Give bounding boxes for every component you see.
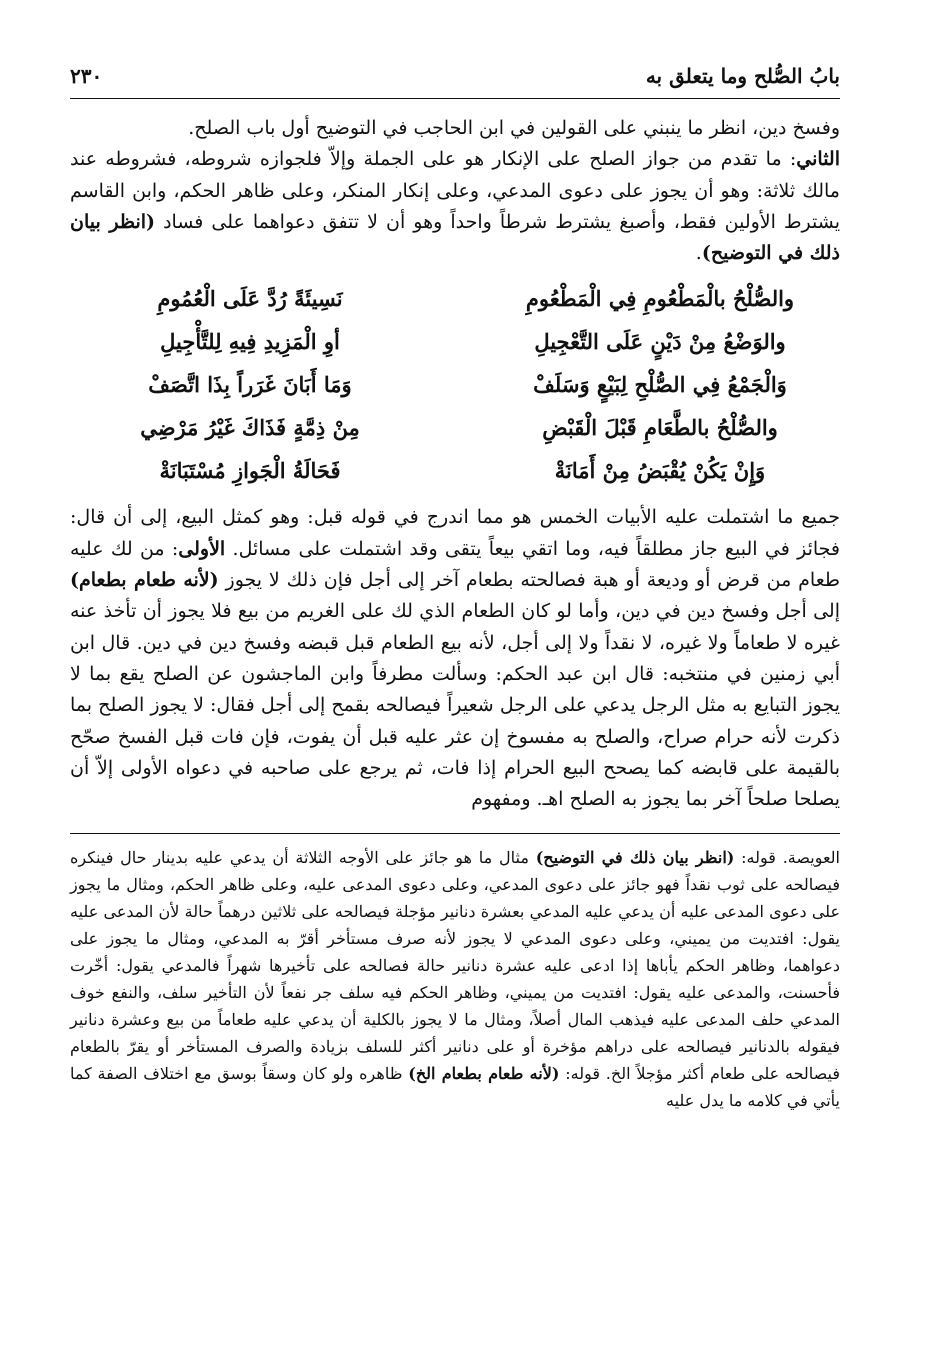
poem-verses — [70, 277, 840, 492]
verse-line — [70, 363, 840, 406]
verse-second-hemistich: نَسِيئَةً رُدَّ عَلَى الْعُمُومِ — [157, 286, 343, 312]
first-label: الأولى — [178, 537, 226, 560]
sentence-end: . — [695, 242, 702, 265]
book-page — [70, 60, 840, 1114]
verse-second-hemistich: وَمَا أَبَانَ غَرَراً بِذَا اتَّصَفْ — [148, 372, 352, 398]
second-text: : ما تقدم من جواز الصلح على الإنكار هو على الجملة وإلاّ فلجوازه شروطه، فشروطه عند مالك ثلاثة: وهو أن يجوز على دعوى المدعي، وعلى إنكار المنكر، وعلى ظاهر الحكم، وابن القاسم يشترط الأولين فقط، وأصبغ يشترط شرطاً واحداً وهو أن لا تتفق دعواهما على فساد — [70, 148, 840, 233]
verse-line — [70, 277, 840, 320]
footnote-text — [70, 844, 840, 1114]
page-number: ٢٣٠ — [70, 64, 103, 88]
verse-first-hemistich: والصُّلْحُ بالطَّعَامِ قَبْلَ الْقَبْضِ — [542, 415, 778, 441]
main-text — [70, 113, 840, 815]
verse-first-hemistich: والوَضْعُ مِنْ دَيْنٍ عَلَى التَّعْجِيلِ — [534, 329, 786, 355]
paragraph-commentary — [70, 502, 840, 815]
verse-second-hemistich: مِنْ ذِمَّةٍ فَذَاكَ غَيْرُ مَرْضِي — [140, 415, 360, 441]
verse-line — [70, 320, 840, 363]
footnote-paragraph — [70, 844, 840, 1114]
verse-line — [70, 406, 840, 449]
verse-line — [70, 449, 840, 492]
footnote-tail: ظاهره ولو كان وسقاً بوسق مع اختلاف الصفة كما يأتي في كلامه ما يدل عليه — [70, 1064, 840, 1111]
footnote-reference: (لأنه طعام بطعام الخ) — [408, 1064, 560, 1084]
paragraph-intro: وفسخ دين، انظر ما ينبني على القولين في ابن الحاجب في التوضيح أول باب الصلح. — [188, 117, 840, 139]
verse-second-hemistich: فَحَالَةُ الْجَوازِ مُسْتَبَانَةْ — [159, 458, 341, 484]
paragraph-second — [70, 144, 840, 269]
verse-second-hemistich: أوِ الْمَزِيدِ فِيهِ لِلتَّأْجِيلِ — [160, 329, 340, 355]
verse-first-hemistich: وَإِنْ يَكُنْ يُقْبَضُ مِنْ أَمَانَةْ — [554, 458, 766, 484]
footnote-body: مثال ما هو جائز على الأوجه الثلاثة أن يدعي عليه بدينار حال فينكره فيصالحه على ثوب نقداً فهو جائز على دعوى المدعي، وعلى دعوى المدعى عليه، وعلى ظاهر الحكم، ومثال ما يجوز على دعوى المدعى عليه أن يدعي عليه المدعي بعشرة دنانير مؤجلة فيصالحه على ثلاثين درهماً حالة لأن المدعى عليه يقول: افتديت من يميني، وعلى دعوى المدعي لا يجوز لأنه صرف مستأخر أقرّ به المدعي، ومثال ما يجوز على دعواهما، وظاهر الحكم يأباها إذا ادعى عليه عشرة دنانير حالة فصالحه على تأخيرها شهراً فالمدعي يقول: أخّرت فأحسنت، والمدعى عليه يقول: افتديت من يميني، وظاهر الحكم فيه سلف جر نفعاً لأن التأخير سلف، والنفع خوف المدعي حلف المدعى عليه فيذهب المال أصلاً، ومثال ما لا يجوز بالكلية أن يدعي عليه طعاماً من بيع وعشرة دنانير فيقوله بالدنانير فيصالحه على دراهم مؤخرة أو على دنانير أكثر للسلف بزيادة والصرف المستأخر أو يقرّ بالطعام فيصالحه على طعام أكثر مؤجلاً الخ. قوله: — [70, 848, 841, 1084]
second-label: الثاني — [796, 148, 840, 171]
commentary-intro: جميع ما اشتملت عليه الأبيات الخمس هو مما اندرج في قوله قبل: وهو كمثل البيع، إلى أن قال: فجائز في البيع جاز مطلقاً فيه، وما اتقي بيعاً يتقى وقد اشتملت على مسائل. — [70, 506, 841, 560]
footnote-lead: العويصة. قوله: — [741, 848, 841, 868]
cross-reference: (انظر بيان ذلك في التوضيح) — [70, 210, 840, 265]
first-text: : من لك عليه طعام من قرض أو وديعة أو هبة فصالحته بطعام آخر إلى أجل فإن ذلك لا يجوز — [70, 537, 840, 592]
verse-first-hemistich: وَالْجَمْعُ فِي الصُّلْحِ لِبَيْعٍ وَسَلَفْ — [533, 372, 787, 398]
cross-reference: (لأنه طعام بطعام) — [70, 569, 219, 592]
chapter-title: بابُ الصُّلح وما يتعلق به — [645, 64, 840, 88]
footnote-divider — [70, 833, 840, 834]
footnote-reference: (انظر بيان ذلك في التوضيح) — [535, 848, 735, 868]
running-header — [70, 60, 840, 99]
verse-first-hemistich: والصُّلْحُ بالْمَطْعُومِ فِي الْمَطْعُومِ — [525, 286, 795, 312]
first-text-cont: إلى أجل وفسخ دين في دين، وأما لو كان الطعام الذي لك على الغريم من بيع فلا يجوز أن تأخذ عنه غيره لا طعاماً ولا غيره، لا نقداً ولا إلى أجل، لأنه بيع الطعام قبل قبضه وفسخ دين في دين. قال ابن أبي زمنين في منتخبه: قال ابن عبد الحكم: وسألت مطرفاً وابن الماجشون عن الصلح يقع بما لا يجوز التبايع به مثل الرجل يدعي على الرجل شعيراً فيصالحه بقمح إلى أجل فقال: لا يجوز الصلح بما ذكرت لأنه حرام صراح، والصلح به مفسوخ إن عثر عليه قبل أن يفوت، فإن فات قبل الفسخ صحّح بالقيمة على قابضه كما يصحح البيع الحرام إذا فات، ثم يرجع على صاحبه في دعواه الأولى إلاّ أن يصلحا صلحاً آخر بما يجوز به الصلح اهـ. ومفهوم — [70, 600, 840, 811]
